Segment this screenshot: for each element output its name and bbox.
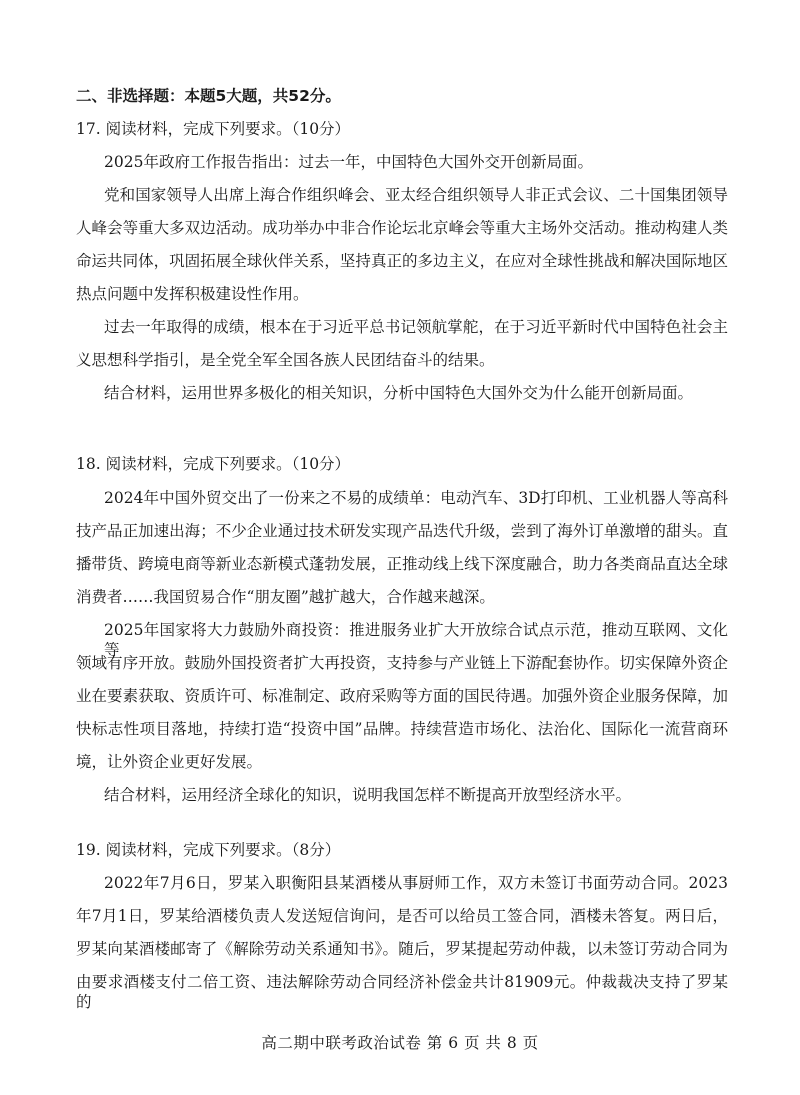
- q19-paragraph-1-line-1: 2022年7月6日，罗某入职衡阳县某酒楼从事厨师工作，双方未签订书面劳动合同。2023: [104, 874, 728, 892]
- q18-paragraph-2-line-3: 业在要素获取、资质许可、标准制定、政府采购等方面的国民待遇。加强外资企业服务保障，加: [76, 687, 728, 705]
- q17-paragraph-2-line-1: 党和国家领导人出席上海合作组织峰会、亚太经合组织领导人非正式会议、二十国集团领导: [104, 186, 728, 204]
- q19-paragraph-1-line-2: 年7月1日，罗某给酒楼负责人发送短信询问，是否可以给员工签合同，酒楼未答复。两日后，: [76, 907, 728, 925]
- q18-paragraph-1-line-4: 消费者……我国贸易合作“朋友圈”越扩越大，合作越来越深。: [76, 588, 495, 606]
- q17-paragraph-1: 2025年政府工作报告指出：过去一年，中国特色大国外交开创新局面。: [104, 153, 593, 171]
- q18-paragraph-2-line-2: 领域有序开放。鼓励外国投资者扩大再投资，支持参与产业链上下游配套协作。切实保障外资企: [76, 654, 728, 672]
- q18-paragraph-1-line-2: 技产品正加速出海；不少企业通过技术研发实现产品迭代升级，尝到了海外订单激增的甜头。直: [76, 522, 728, 540]
- q17-paragraph-3-line-1: 过去一年取得的成绩，根本在于习近平总书记领航掌舵，在于习近平新时代中国特色社会主: [104, 318, 728, 336]
- page-footer: 高二期中联考政治试卷 第 6 页 共 8 页: [261, 1034, 539, 1052]
- q19-paragraph-1-line-3: 罗某向某酒楼邮寄了《解除劳动关系通知书》。随后，罗某提起劳动仲裁，以未签订劳动合同为: [76, 940, 728, 958]
- q19-paragraph-1-line-4: 由要求酒楼支付二倍工资、违法解除劳动合同经济补偿金共计81909元。仲裁裁决支持了罗某的: [76, 973, 728, 1011]
- q17-task: 结合材料，运用世界多极化的相关知识，分析中国特色大国外交为什么能开创新局面。: [104, 384, 694, 402]
- q18-paragraph-1-line-1: 2024年中国外贸交出了一份来之不易的成绩单：电动汽车、3D打印机、工业机器人等高科: [104, 489, 728, 507]
- q18-paragraph-2-line-1: 2025年国家将大力鼓励外商投资：推进服务业扩大开放综合试点示范，推动互联网、文化等: [104, 621, 728, 659]
- q19-title: 19. 阅读材料，完成下列要求。（8分）: [76, 841, 341, 859]
- q18-paragraph-1-line-3: 播带货、跨境电商等新业态新模式蓬勃发展，正推动线上线下深度融合，助力各类商品直达全球: [76, 555, 728, 573]
- q17-paragraph-2-line-2: 人峰会等重大多双边活动。成功举办中非合作论坛北京峰会等重大主场外交活动。推动构建人类: [76, 219, 728, 237]
- q17-title: 17. 阅读材料，完成下列要求。（10分）: [76, 120, 351, 138]
- q17-paragraph-2-line-3: 命运共同体，巩固拓展全球伙伴关系，坚持真正的多边主义，在应对全球性挑战和解决国际地区: [76, 252, 728, 270]
- q18-paragraph-2-line-4: 快标志性项目落地，持续打造“投资中国”品牌。持续营造市场化、法治化、国际化一流营商环: [76, 720, 728, 738]
- q17-paragraph-3-line-2: 义思想科学指引，是全党全军全国各族人民团结奋斗的结果。: [76, 351, 495, 369]
- q18-title: 18. 阅读材料，完成下列要求。（10分）: [76, 455, 351, 473]
- q18-task: 结合材料，运用经济全球化的知识，说明我国怎样不断提高开放型经济水平。: [104, 786, 632, 804]
- q17-paragraph-2-line-4: 热点问题中发挥积极建设性作用。: [76, 285, 309, 303]
- q18-paragraph-2-line-5: 境，让外资企业更好发展。: [76, 753, 263, 771]
- section-heading: 二、非选择题：本题5大题，共52分。: [76, 87, 341, 105]
